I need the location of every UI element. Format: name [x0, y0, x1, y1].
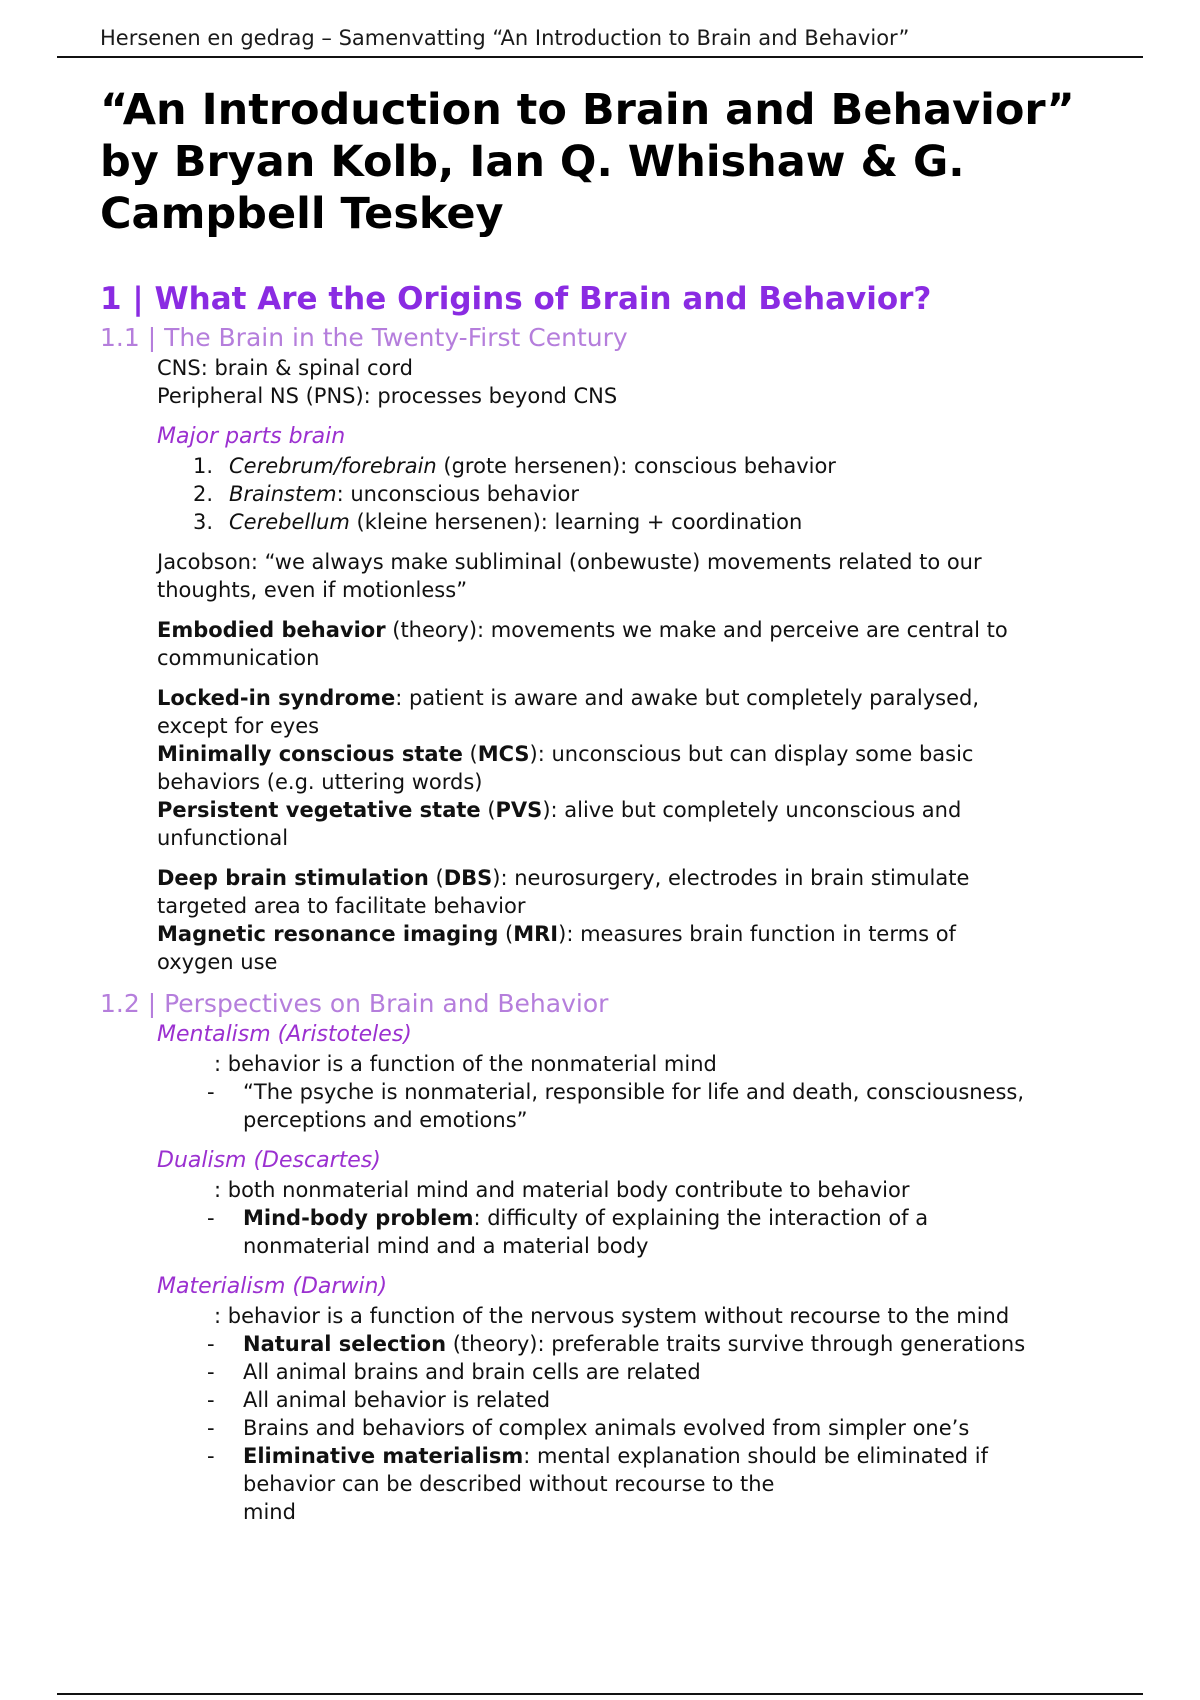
- materialism-list: [157, 1330, 1100, 1526]
- list-item: - Natural selection (theory): preferable traits survive through generations: [207, 1332, 1026, 1356]
- consciousness-states: Locked-in syndrome: patient is aware and awake but completely paralysed, except for eyes Minimally conscious state (MCS): unconscious but can display some basic behaviors (e.g. uttering words) Persistent vegetative state (PVS): alive but completely unconscious and unfunctional: [157, 686, 979, 850]
- cns-line: CNS: brain & spinal cord: [157, 356, 413, 380]
- section-1-1-body: [157, 354, 1100, 976]
- list-item: 2. Brainstem: unconscious behavior: [193, 482, 579, 506]
- list-item: - “The psyche is nonmaterial, responsible for life and death, consciousness, perceptions and emotions”: [207, 1080, 1025, 1132]
- mentalism-heading: Mentalism (Aristoteles): [157, 1022, 412, 1047]
- mentalism-definition: : behavior is a function of the nonmaterial mind: [214, 1052, 717, 1076]
- title-line-1: “An Introduction to Brain and Behavior”: [100, 85, 1075, 135]
- title-line-3: Campbell Teskey: [100, 189, 504, 239]
- list-item: - Eliminative materialism: mental explanation should be eliminated if: [207, 1444, 989, 1468]
- major-parts-heading: Major parts brain: [157, 424, 346, 449]
- techniques: Deep brain stimulation (DBS): neurosurgery, electrodes in brain stimulate targeted area to facilitate behavior Magnetic resonance imaging (MRI): measures brain function in terms of oxygen use: [157, 866, 970, 974]
- document-body: [100, 84, 1100, 1526]
- list-item: 3. Cerebellum (kleine hersenen): learning + coordination: [193, 510, 803, 534]
- materialism-heading: Materialism (Darwin): [157, 1274, 388, 1299]
- brain-parts-list: [157, 452, 1100, 536]
- jacobson-quote: Jacobson: “we always make subliminal (onbewuste) movements related to our thoughts, even if motionless”: [157, 550, 982, 602]
- list-item-continuation: mind: [243, 1500, 296, 1524]
- list-item-continuation: behavior can be described without recourse to the: [243, 1472, 775, 1496]
- dualism-heading: Dualism (Descartes): [157, 1148, 381, 1173]
- list-item: - All animal behavior is related: [207, 1388, 551, 1412]
- list-item: 1. Cerebrum/forebrain (grote hersenen): conscious behavior: [193, 454, 836, 478]
- list-item: - Brains and behaviors of complex animals evolved from simpler one’s: [207, 1416, 970, 1440]
- title-line-2: by Bryan Kolb, Ian Q. Whishaw & G.: [100, 137, 965, 187]
- chapter-1-heading: 1 | What Are the Origins of Brain and Behavior?: [100, 281, 932, 317]
- dualism-definition: : both nonmaterial mind and material body contribute to behavior: [214, 1178, 910, 1202]
- footer-divider: [57, 1693, 1143, 1695]
- materialism-definition: : behavior is a function of the nervous system without recourse to the mind: [214, 1304, 1010, 1328]
- document-title: [100, 84, 1100, 240]
- running-header: Hersenen en gedrag – Samenvatting “An Introduction to Brain and Behavior”: [100, 26, 910, 50]
- section-1-1-heading: 1.1 | The Brain in the Twenty-First Century: [100, 323, 628, 352]
- pns-line: Peripheral NS (PNS): processes beyond CNS: [157, 384, 618, 408]
- section-1-2-body: [157, 1020, 1100, 1526]
- dualism-list: [157, 1204, 1100, 1260]
- list-item: - All animal brains and brain cells are related: [207, 1360, 701, 1384]
- embodied-behavior-definition: Embodied behavior (theory): movements we make and perceive are central to communication: [157, 618, 1008, 670]
- header-divider: [57, 56, 1143, 58]
- section-1-2-heading: 1.2 | Perspectives on Brain and Behavior: [100, 989, 609, 1018]
- list-item: - Mind-body problem: difficulty of explaining the interaction of a nonmaterial mind and a material body: [207, 1206, 929, 1258]
- mentalism-list: [157, 1078, 1100, 1134]
